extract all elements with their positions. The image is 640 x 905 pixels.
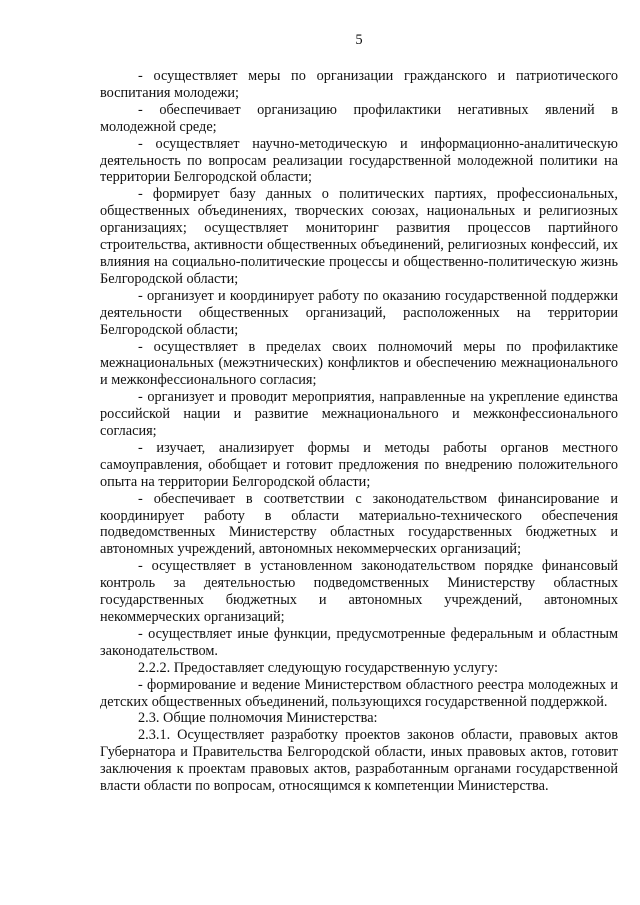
paragraph-section-2-3: 2.3. Общие полномочия Министерства:	[138, 710, 378, 727]
paragraph-civic-education: - осуществляет меры по организации гражданского и патриотического воспитания молодежи;	[100, 68, 618, 101]
paragraph-registry: - формирование и ведение Министерством областного реестра молодежных и детских общественных объединений, пользующихся государственной поддержкой.	[100, 676, 618, 710]
paragraph-local-government: - изучает, анализирует формы и методы работы органов местного самоуправления, обобщает и готовит предложения по внедрению положительного опыта на территории Белгородской области;	[100, 439, 618, 490]
page-number: 5	[355, 32, 363, 48]
paragraph-state-support: - организует и координирует работу по оказанию государственной поддержки деятельности общественных организаций, расположенных на территории Белгородской области;	[100, 287, 618, 338]
paragraph-other-functions: - осуществляет иные функции, предусмотренные федеральным и областным законодательством.	[100, 625, 618, 659]
paragraph-section-2-2-2: 2.2.2. Предоставляет следующую государственную услугу:	[138, 659, 498, 676]
paragraph-section-2-3-1: 2.3.1. Осуществляет разработку проектов законов области, правовых актов Губернатора и Правительства Белгородской области, иных правовых актов, готовит заключения к проектам правовых актов, разработанным органами государственной власти области по вопросам, относящимся к компетенции Министерства.	[100, 727, 618, 795]
paragraph-national-unity: - организует и проводит мероприятия, направленные на укрепление единства российской нации и развитие межнационального и межконфессионального согласия;	[100, 389, 618, 440]
paragraph-research: - осуществляет научно-методическую и информационно-аналитическую деятельность по вопросам реализации государственной молодежной политики на территории Белгородской области;	[100, 135, 618, 186]
paragraph-database: - формирует базу данных о политических партиях, профессиональных, общественных объединениях, творческих союзах, национальных и религиозных организациях; осуществляет мониторинг развития процессов партийного строительства, активности общественных объединений, религиозных конфессий, их влияния на социально-политические процессы и общественно-политическую жизнь Белгородской области;	[100, 186, 618, 287]
paragraph-prevention: - обеспечивает организацию профилактики негативных явлений в молодежной среде;	[100, 101, 618, 135]
paragraph-conflict-prevention: - осуществляет в пределах своих полномочий меры по профилактике межнациональных (межэтнических) конфликтов и обеспечению межнационального и межконфессионального согласия;	[100, 338, 618, 389]
paragraph-financial-control: - осуществляет в установленном законодательством порядке финансовый контроль за деятельностью подведомственных Министерству областных государственных бюджетных и автономных учреждений, автономных некоммерческих организаций;	[100, 558, 618, 625]
paragraph-financing: - обеспечивает в соответствии с законодательством финансирование и координирует работу в области материально-технического обеспечения подведомственных Министерству областных государственных бюджетных и автономных учреждений, автономных некоммерческих организаций;	[100, 490, 618, 558]
